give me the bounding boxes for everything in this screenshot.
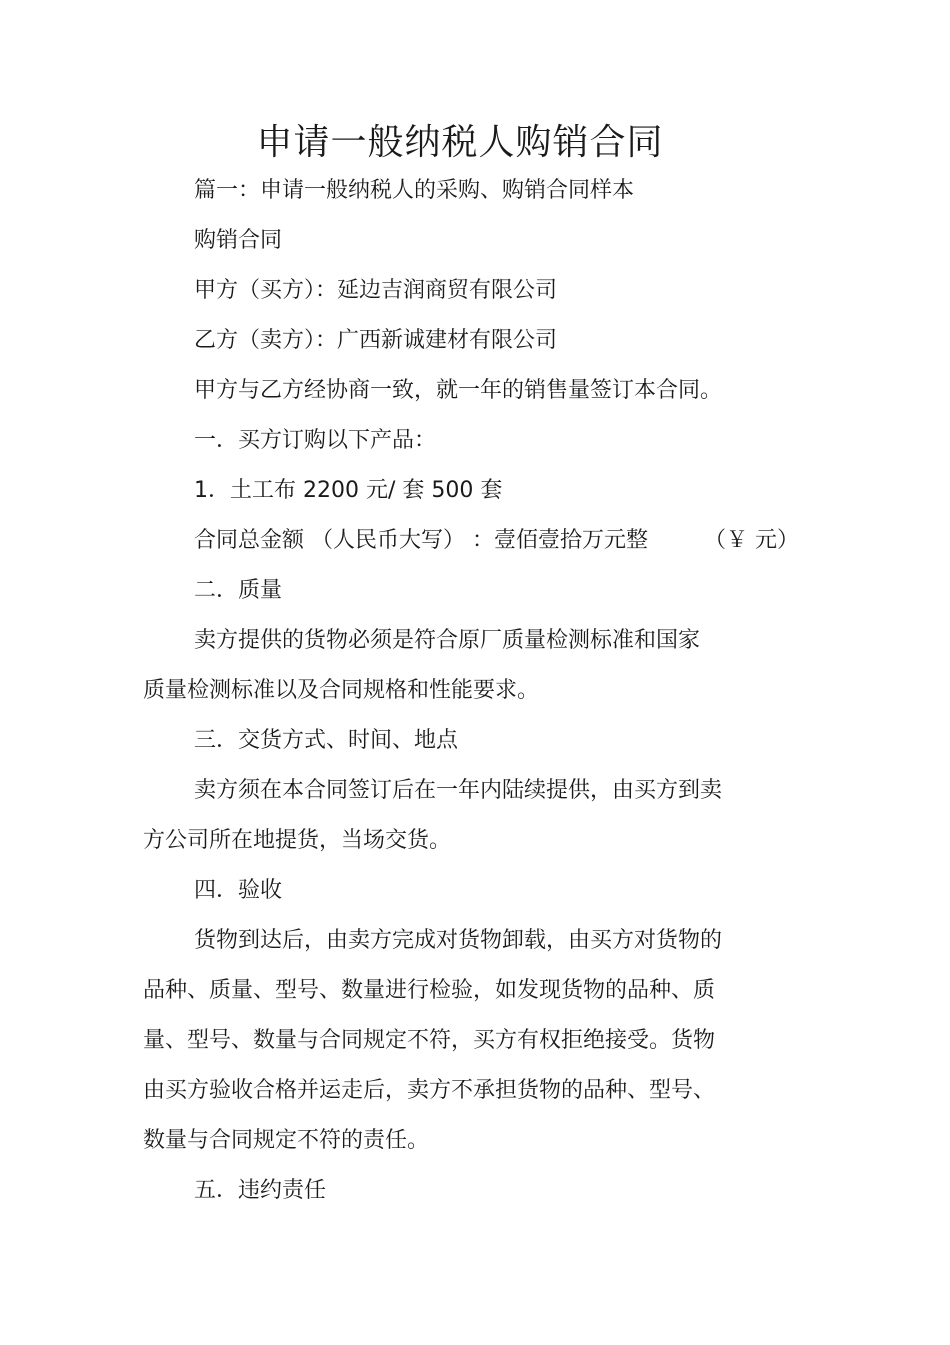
section-heading-acceptance: 四．验收 bbox=[194, 878, 283, 903]
delivery-text-line-2: 方公司所在地提货，当场交货。 bbox=[143, 828, 452, 853]
section-heading-delivery: 三．交货方式、时间、地点 bbox=[194, 728, 459, 753]
document-title: 申请一般纳税人购销合同 bbox=[256, 122, 664, 163]
section-heading-liability: 五．违约责任 bbox=[194, 1178, 327, 1203]
quality-text-line-2: 质量检测标准以及合同规格和性能要求。 bbox=[143, 678, 540, 703]
acceptance-text-line-5: 数量与合同规定不符的责任。 bbox=[143, 1128, 430, 1153]
section-heading-products: 一．买方订购以下产品： bbox=[194, 428, 437, 453]
amount-symbol: （￥ 元） bbox=[704, 528, 799, 553]
total-amount: 合同总金额 （人民币大写） ：壹佰壹拾万元整 bbox=[194, 528, 648, 553]
acceptance-text-line-1: 货物到达后，由卖方完成对货物卸载，由买方对货物的 bbox=[194, 928, 723, 953]
delivery-text-line-1: 卖方须在本合同签订后在一年内陆续提供，由买方到卖 bbox=[194, 778, 723, 803]
party-b: 乙方（卖方）：广西新诚建材有限公司 bbox=[194, 328, 558, 353]
contract-name: 购销合同 bbox=[194, 228, 283, 253]
party-a: 甲方（买方）：延边吉润商贸有限公司 bbox=[194, 278, 558, 303]
section-heading-quality: 二．质量 bbox=[194, 578, 283, 603]
acceptance-text-line-2: 品种、质量、型号、数量进行检验，如发现货物的品种、质 bbox=[143, 978, 716, 1003]
acceptance-text-line-3: 量、型号、数量与合同规定不符，买方有权拒绝接受。货物 bbox=[143, 1028, 716, 1053]
agreement-statement: 甲方与乙方经协商一致，就一年的销售量签订本合同。 bbox=[194, 378, 723, 403]
acceptance-text-line-4: 由买方验收合格并运走后，卖方不承担货物的品种、型号、 bbox=[143, 1078, 716, 1103]
quality-text-line-1: 卖方提供的货物必须是符合原厂质量检测标准和国家 bbox=[194, 628, 701, 653]
product-item: 1．土工布 2200 元/ 套 500 套 bbox=[194, 478, 503, 503]
article-heading: 篇一：申请一般纳税人的采购、购销合同样本 bbox=[194, 178, 635, 203]
